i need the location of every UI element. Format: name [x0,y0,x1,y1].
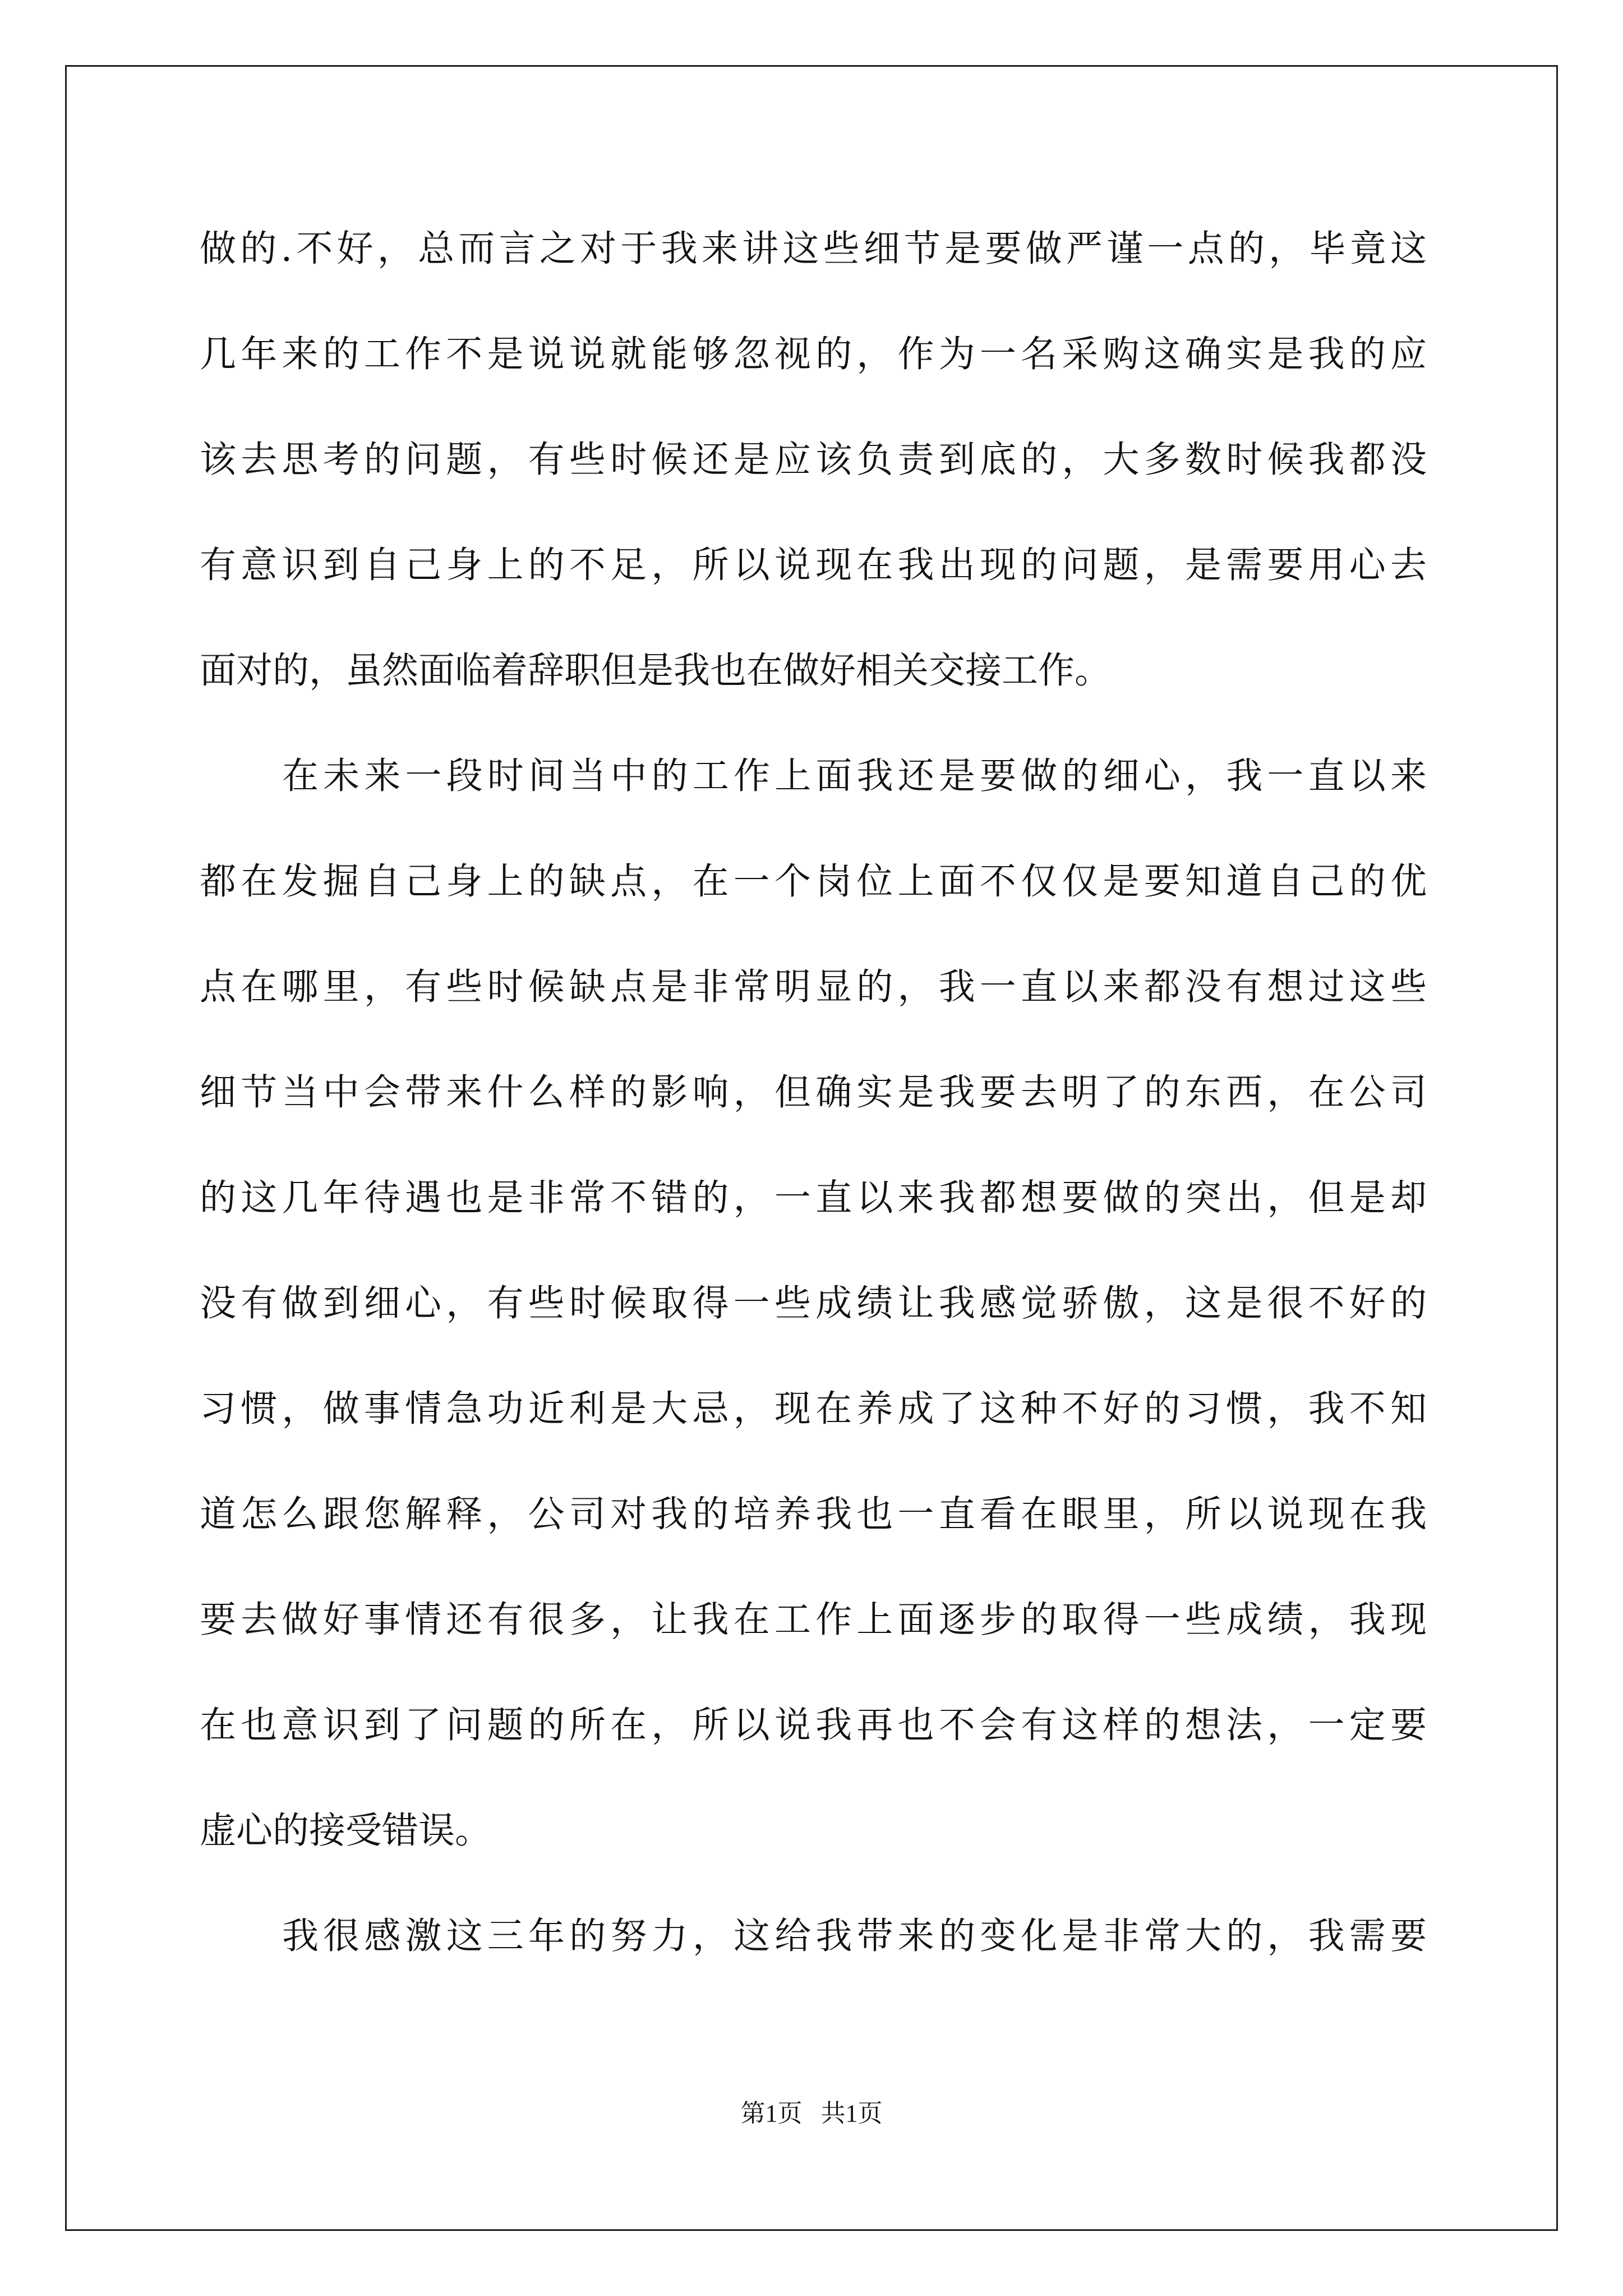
text-line: 习惯，做事情急功近利是大忌，现在养成了这种不好的习惯，我不知 [200,1388,1427,1430]
paragraph [200,1898,1427,2004]
text-line: 有意识到自己身上的不足，所以说现在我出现的问题，是需要用心去 [200,544,1427,586]
text-line: 面对的，虽然面临着辞职但是我也在做好相关交接工作。 [200,650,1112,692]
text-line: 虚心的接受错误。 [200,1810,492,1852]
text-line: 没有做到细心，有些时候取得一些成绩让我感觉骄傲，这是很不好的 [200,1282,1427,1324]
document-body [200,211,1427,2004]
text-line: 点在哪里，有些时候缺点是非常明显的，我一直以来都没有想过这些 [200,966,1427,1008]
text-line: 道怎么跟您解释，公司对我的培养我也一直看在眼里，所以说现在我 [200,1493,1427,1535]
text-line: 做的.不好，总而言之对于我来讲这些细节是要做严谨一点的，毕竟这 [200,228,1427,270]
text-line: 细节当中会带来什么样的影响，但确实是我要去明了的东西，在公司 [200,1071,1427,1114]
page-footer: 第1页 共1页 [740,2100,883,2127]
text-line: 该去思考的问题，有些时候还是应该负责到底的，大多数时候我都没 [200,439,1427,481]
text-line: 要去做好事情还有很多，让我在工作上面逐步的取得一些成绩，我现 [200,1599,1427,1641]
text-line: 在也意识到了问题的所在，所以说我再也不会有这样的想法，一定要 [200,1704,1427,1746]
text-line: 我很感激这三年的努力，这给我带来的变化是非常大的，我需要 [282,1915,1427,1957]
text-line: 几年来的工作不是说说就能够忽视的，作为一名采购这确实是我的应 [200,333,1427,375]
paragraph [200,738,1427,1898]
text-line: 在未来一段时间当中的工作上面我还是要做的细心，我一直以来 [282,755,1427,797]
text-line: 的这几年待遇也是非常不错的，一直以来我都想要做的突出，但是却 [200,1177,1427,1219]
text-line: 都在发掘自己身上的缺点，在一个岗位上面不仅仅是要知道自己的优 [200,861,1427,903]
paragraph [200,211,1427,738]
